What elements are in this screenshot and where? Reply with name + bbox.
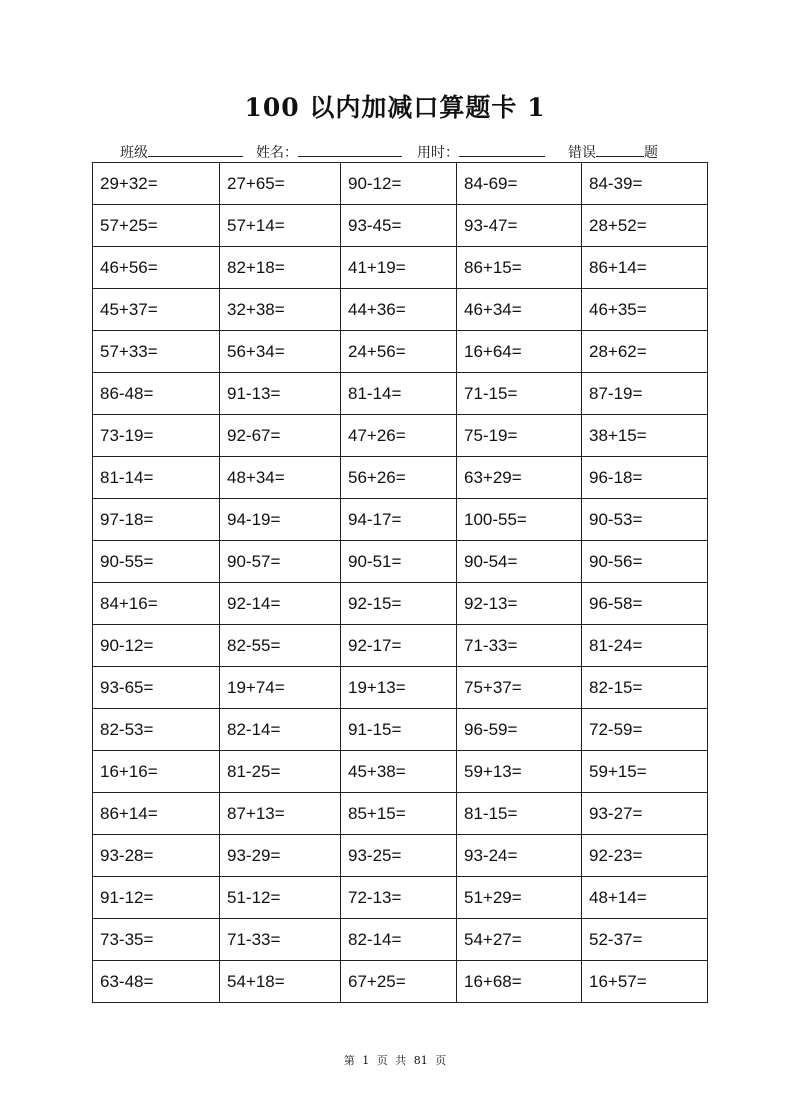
problem-cell: 92-67= <box>220 415 341 457</box>
table-row <box>93 373 708 415</box>
problem-cell: 59+15= <box>582 751 708 793</box>
student-info-line <box>92 141 706 163</box>
page-title: 100 以内加减口算题卡 1 <box>244 93 546 122</box>
problem-cell: 24+56= <box>341 331 457 373</box>
problem-cell: 90-12= <box>341 163 457 205</box>
problem-cell: 91-15= <box>341 709 457 751</box>
errors-field <box>568 141 658 163</box>
errors-suffix: 题 <box>644 145 658 161</box>
problem-cell: 96-58= <box>582 583 708 625</box>
time-field <box>417 141 545 163</box>
problem-cell: 29+32= <box>93 163 220 205</box>
problem-cell: 57+25= <box>93 205 220 247</box>
problem-cell: 84-39= <box>582 163 708 205</box>
problem-cell: 86+15= <box>457 247 582 289</box>
problem-cell: 82-53= <box>93 709 220 751</box>
class-blank <box>148 141 243 157</box>
class-field <box>120 141 243 163</box>
time-blank <box>459 141 545 157</box>
problem-cell: 71-15= <box>457 373 582 415</box>
problem-cell: 92-13= <box>457 583 582 625</box>
problem-cell: 92-17= <box>341 625 457 667</box>
table-row <box>93 877 708 919</box>
problem-cell: 93-29= <box>220 835 341 877</box>
problem-cell: 90-56= <box>582 541 708 583</box>
table-row <box>93 751 708 793</box>
problem-cell: 54+18= <box>220 961 341 1003</box>
problem-cell: 90-53= <box>582 499 708 541</box>
problem-cell: 48+14= <box>582 877 708 919</box>
table-row <box>93 835 708 877</box>
problem-cell: 90-55= <box>93 541 220 583</box>
problem-cell: 46+56= <box>93 247 220 289</box>
problem-cell: 81-14= <box>93 457 220 499</box>
problem-cell: 19+13= <box>341 667 457 709</box>
problem-cell: 51+29= <box>457 877 582 919</box>
problem-cell: 97-18= <box>93 499 220 541</box>
problem-cell: 57+14= <box>220 205 341 247</box>
problem-cell: 87+13= <box>220 793 341 835</box>
problem-cell: 92-23= <box>582 835 708 877</box>
problem-cell: 81-25= <box>220 751 341 793</box>
problem-cell: 16+68= <box>457 961 582 1003</box>
problem-cell: 28+52= <box>582 205 708 247</box>
problem-cell: 90-12= <box>93 625 220 667</box>
problem-cell: 16+57= <box>582 961 708 1003</box>
problem-cell: 47+26= <box>341 415 457 457</box>
problem-cell: 96-18= <box>582 457 708 499</box>
arithmetic-table <box>92 162 708 1003</box>
problem-cell: 44+36= <box>341 289 457 331</box>
problem-cell: 82-15= <box>582 667 708 709</box>
problem-cell: 28+62= <box>582 331 708 373</box>
problem-cell: 81-24= <box>582 625 708 667</box>
problem-cell: 59+13= <box>457 751 582 793</box>
problem-cell: 93-25= <box>341 835 457 877</box>
problem-cell: 54+27= <box>457 919 582 961</box>
name-blank <box>298 141 402 157</box>
problem-cell: 94-17= <box>341 499 457 541</box>
problem-cell: 96-59= <box>457 709 582 751</box>
problem-cell: 48+34= <box>220 457 341 499</box>
problem-cell: 85+15= <box>341 793 457 835</box>
problem-cell: 90-57= <box>220 541 341 583</box>
problem-cell: 56+34= <box>220 331 341 373</box>
problem-cell: 82+18= <box>220 247 341 289</box>
problem-cell: 46+34= <box>457 289 582 331</box>
table-row <box>93 499 708 541</box>
problem-cell: 45+37= <box>93 289 220 331</box>
problem-cell: 91-12= <box>93 877 220 919</box>
problem-cell: 67+25= <box>341 961 457 1003</box>
class-label: 班级 <box>120 145 148 161</box>
problem-cell: 73-19= <box>93 415 220 457</box>
problem-cell: 93-27= <box>582 793 708 835</box>
problem-cell: 90-51= <box>341 541 457 583</box>
problem-cell: 32+38= <box>220 289 341 331</box>
table-row <box>93 625 708 667</box>
table-row <box>93 247 708 289</box>
problem-cell: 71-33= <box>220 919 341 961</box>
problem-cell: 87-19= <box>582 373 708 415</box>
table-row <box>93 163 708 205</box>
problem-cell: 84+16= <box>93 583 220 625</box>
table-row <box>93 457 708 499</box>
table-row <box>93 793 708 835</box>
problem-cell: 90-54= <box>457 541 582 583</box>
problem-cell: 93-65= <box>93 667 220 709</box>
table-row <box>93 289 708 331</box>
problem-cell: 92-15= <box>341 583 457 625</box>
problem-cell: 100-55= <box>457 499 582 541</box>
problem-cell: 82-14= <box>220 709 341 751</box>
table-row <box>93 541 708 583</box>
problem-cell: 45+38= <box>341 751 457 793</box>
problem-cell: 94-19= <box>220 499 341 541</box>
table-row <box>93 919 708 961</box>
errors-label: 错误 <box>568 145 596 161</box>
problem-cell: 56+26= <box>341 457 457 499</box>
problem-cell: 91-13= <box>220 373 341 415</box>
table-row <box>93 205 708 247</box>
problem-cell: 92-14= <box>220 583 341 625</box>
problem-cell: 82-55= <box>220 625 341 667</box>
problem-cell: 38+15= <box>582 415 708 457</box>
problem-cell: 71-33= <box>457 625 582 667</box>
time-label: 用时： <box>417 145 459 161</box>
errors-blank <box>596 141 644 157</box>
problem-cell: 63+29= <box>457 457 582 499</box>
problem-cell: 93-45= <box>341 205 457 247</box>
problem-cell: 93-47= <box>457 205 582 247</box>
problem-cell: 75+37= <box>457 667 582 709</box>
table-row <box>93 961 708 1003</box>
problem-cell: 86-48= <box>93 373 220 415</box>
problem-cell: 41+19= <box>341 247 457 289</box>
problem-cell: 73-35= <box>93 919 220 961</box>
problem-cell: 16+16= <box>93 751 220 793</box>
table-row <box>93 583 708 625</box>
arithmetic-table-body <box>93 163 708 1003</box>
problem-cell: 93-24= <box>457 835 582 877</box>
problem-cell: 52-37= <box>582 919 708 961</box>
problem-cell: 81-15= <box>457 793 582 835</box>
table-row <box>93 667 708 709</box>
problem-cell: 27+65= <box>220 163 341 205</box>
table-row <box>93 709 708 751</box>
problem-cell: 46+35= <box>582 289 708 331</box>
problem-cell: 93-28= <box>93 835 220 877</box>
problem-cell: 82-14= <box>341 919 457 961</box>
problem-cell: 72-13= <box>341 877 457 919</box>
problem-cell: 72-59= <box>582 709 708 751</box>
problem-cell: 51-12= <box>220 877 341 919</box>
problem-cell: 84-69= <box>457 163 582 205</box>
problem-cell: 19+74= <box>220 667 341 709</box>
problem-cell: 75-19= <box>457 415 582 457</box>
problem-cell: 81-14= <box>341 373 457 415</box>
table-row <box>93 331 708 373</box>
page-footer: 第 1 页 共 81 页 <box>343 1054 447 1067</box>
name-label: 姓名： <box>256 145 298 161</box>
name-field <box>256 141 402 163</box>
table-row <box>93 415 708 457</box>
problem-cell: 57+33= <box>93 331 220 373</box>
problem-cell: 86+14= <box>93 793 220 835</box>
problem-cell: 63-48= <box>93 961 220 1003</box>
problem-cell: 16+64= <box>457 331 582 373</box>
problem-cell: 86+14= <box>582 247 708 289</box>
